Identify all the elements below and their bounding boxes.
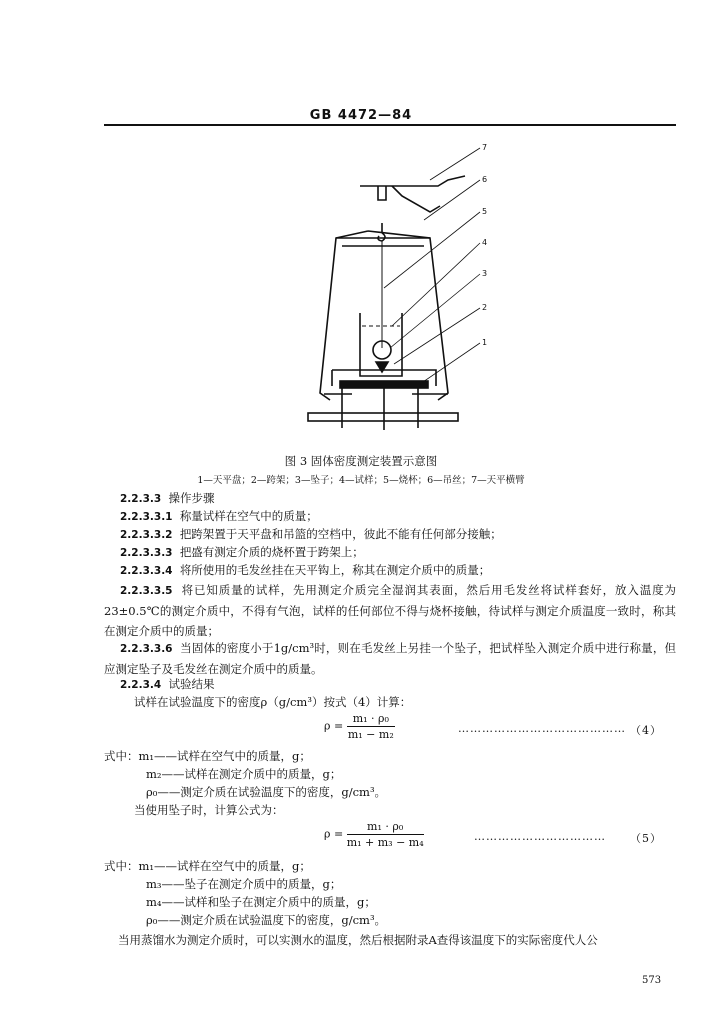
clause-2-2-3-3-2 — [120, 526, 692, 543]
clause-number: 2.2.3.3 — [120, 493, 162, 505]
where-m1-b: 式中：m₁——试样在空气中的质量，g； — [104, 859, 311, 873]
clause-2-2-3-3-1 — [120, 508, 692, 525]
page-number: 573 — [642, 975, 662, 986]
where-rho0-b: ρ₀——测定介质在试验温度下的密度，g/cm³。 — [146, 913, 387, 927]
hanger-frame — [320, 231, 448, 400]
balance-pan — [340, 381, 428, 388]
base-plate — [308, 413, 458, 421]
callout-2: 2 — [482, 303, 488, 312]
callout-6: 6 — [482, 175, 488, 184]
balance-beam — [360, 176, 465, 186]
distilled-water-note: 当用蒸馏水为测定介质时，可以实测水的温度，然后根据附录A查得该温度下的实际密度代人公 — [118, 933, 598, 947]
formula-intro: 试样在试验温度下的密度ρ（g/cm³）按式（4）计算： — [134, 695, 412, 709]
equation-numerator: m₁ · ρ₀ — [347, 820, 424, 835]
where-m1: 式中：m₁——试样在空气中的质量，g； — [104, 749, 311, 763]
section-2-2-3-4 — [120, 676, 692, 693]
figure-legend: 1—天平盘；2—跨架；3—坠子；4—试样；5—烧杯；6—吊丝；7—天平横臂 — [197, 475, 525, 486]
callout-3: 3 — [482, 269, 488, 278]
document-header: GB 4472—84 — [309, 108, 413, 123]
equation-lhs: ρ = — [324, 827, 344, 841]
clause-number: 2.2.3.3.3 — [120, 547, 173, 559]
clause-number: 2.2.3.3.1 — [120, 511, 173, 523]
equation-5 — [324, 820, 424, 849]
callout-1: 1 — [482, 338, 488, 347]
equation-4-number: （4） — [630, 724, 662, 737]
where-m4: m₄——试样和坠子在测定介质中的质量，g； — [146, 895, 376, 909]
clause-text: 把跨架置于天平盘和吊篮的空档中，彼此不能有任何部分接触； — [179, 527, 502, 541]
sinker-intro: 当使用坠子时，计算公式为： — [134, 803, 284, 817]
clause-text: 试验结果 — [168, 677, 215, 691]
clause-text: 称量试样在空气中的质量； — [179, 509, 318, 523]
clause-2-2-3-3-3 — [120, 544, 692, 561]
clause-text: 将已知质量的试样，先用测定介质完全湿润其表面，然后用毛发丝将试样套好，放入温度为23±0.5℃的测定介质中，不得有气泡，试样的任何部位不得与烧杯接触，待试样与测定介质温度一致时，称其在测定介质中的质量； — [104, 583, 676, 638]
section-2-2-3-3 — [120, 490, 692, 507]
where-rho0: ρ₀——测定介质在试验温度下的密度，g/cm³。 — [146, 785, 387, 799]
equation-5-number: （5） — [630, 832, 662, 845]
callout-7: 7 — [482, 143, 488, 152]
clause-text: 把盛有测定介质的烧杯置于跨架上； — [179, 545, 364, 559]
callout-5: 5 — [482, 207, 488, 216]
clause-number: 2.2.3.3.4 — [120, 565, 173, 577]
clause-number: 2.2.3.3.6 — [120, 643, 173, 655]
equation-numerator: m₁ · ρ₀ — [347, 712, 395, 727]
equation-denominator: m₁ + m₃ − m₄ — [346, 836, 424, 849]
figure-caption: 图 3 固体密度测定装置示意图 — [284, 454, 438, 468]
clause-number: 2.2.3.3.2 — [120, 529, 173, 541]
callout-4: 4 — [482, 238, 488, 247]
density-apparatus-diagram — [290, 138, 510, 438]
clause-2-2-3-3-6 — [104, 638, 676, 679]
equation-denominator: m₁ − m₂ — [347, 728, 394, 741]
clause-2-2-3-3-4 — [120, 562, 692, 579]
equation-lhs: ρ = — [324, 719, 344, 733]
equation-4-leader: …………………………………… — [458, 722, 626, 735]
clause-text: 当固体的密度小于1g/cm³时，则在毛发丝上另挂一个坠子，把试样坠入测定介质中进行称量，但应测定坠子及毛发丝在测定介质中的质量。 — [104, 641, 676, 676]
equation-5-leader: …………………………… — [474, 830, 606, 843]
clause-2-2-3-3-5 — [104, 580, 676, 641]
clause-text: 将所使用的毛发丝挂在天平钩上，称其在测定介质中的质量； — [179, 563, 491, 577]
clause-text: 操作步骤 — [168, 491, 215, 505]
where-m3: m₃——坠子在测定介质中的质量，g； — [146, 877, 342, 891]
where-m2: m₂——试样在测定介质中的质量，g； — [146, 767, 342, 781]
header-rule — [104, 124, 676, 126]
equation-4 — [324, 712, 395, 741]
clause-number: 2.2.3.4 — [120, 679, 162, 691]
clause-number: 2.2.3.3.5 — [120, 585, 173, 597]
